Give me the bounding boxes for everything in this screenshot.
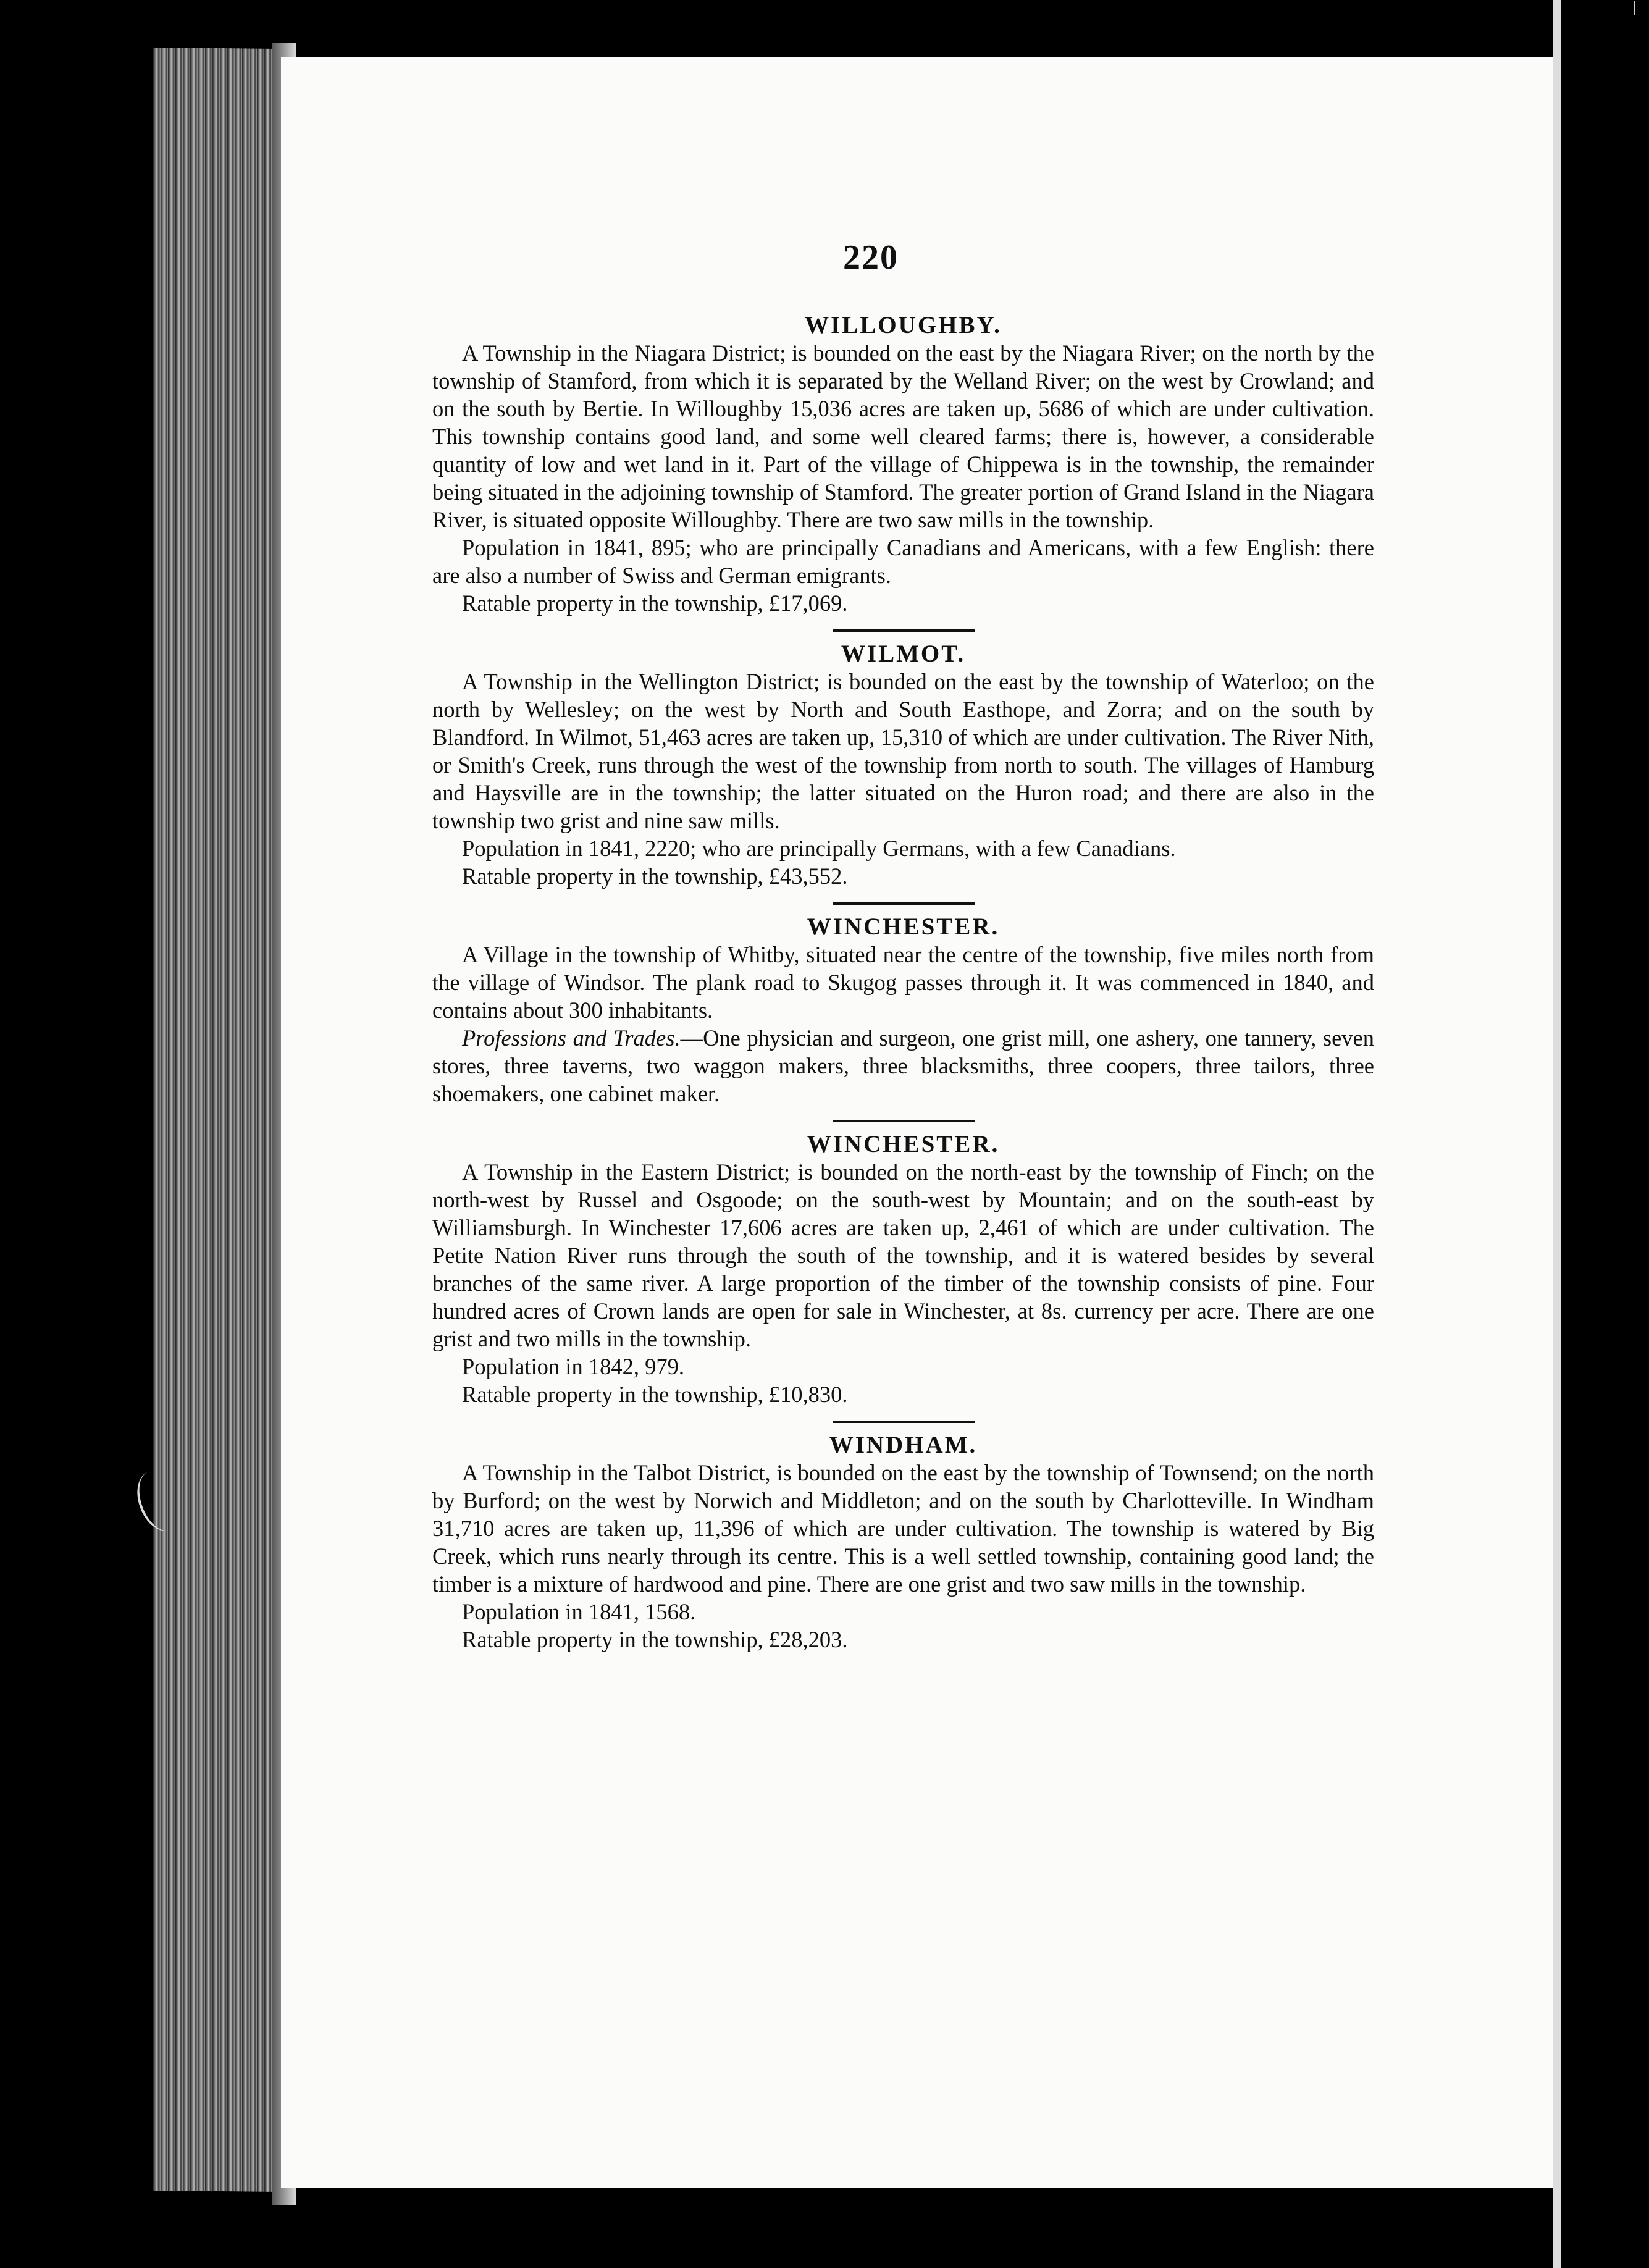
section-divider (833, 1120, 975, 1122)
book-page-edges (153, 48, 283, 2192)
entry-ratable-property: Ratable property in the township, £17,069. (462, 590, 848, 616)
entry-population: Population in 1841, 2220; who are principally Germans, with a few Canadians. (462, 836, 1176, 861)
entry-wilmot (432, 640, 1374, 890)
entry-title: WINDHAM. (829, 1432, 978, 1458)
entry-winchester-village (432, 914, 1374, 1107)
page-number: 220 (843, 238, 899, 277)
entry-title: WINCHESTER. (807, 1131, 1000, 1157)
entry-paragraph: A Village in the township of Whitby, situated near the centre of the township, five miles north from the village of Windsor. The plank road to Skugog passes through it. It was commenced in 1840, and contains about 300 inhabitants. (432, 942, 1374, 1023)
scan-border (1561, 0, 1649, 2268)
entry-population: Population in 1841, 1568. (462, 1599, 696, 1624)
entry-ratable-property: Ratable property in the township, £43,552. (462, 863, 848, 889)
entry-willoughby (432, 312, 1374, 617)
section-divider (833, 1421, 975, 1423)
trades-list: —One physician and surgeon, one grist mill, one ashery, one tannery, seven stores, three taverns, two waggon makers, three blacksmiths, three coopers, three tailors, three shoemakers, one cabinet maker. (432, 1025, 1374, 1106)
entry-windham (432, 1432, 1374, 1653)
entry-population: Population in 1841, 895; who are principally Canadians and Americans, with a few English: there are also a number of Swiss and German emigrants. (432, 535, 1374, 588)
entry-winchester-township (432, 1131, 1374, 1408)
entry-title: WINCHESTER. (807, 914, 1000, 940)
entry-trades (432, 1024, 1374, 1107)
entry-title: WILMOT. (841, 640, 966, 667)
entry-population: Population in 1842, 979. (462, 1354, 684, 1379)
entry-paragraph: A Township in the Talbot District, is bounded on the east by the township of Townsend; on the north by Burford; on the west by Norwich and Middleton; and on the south by Charlotteville. In Windham 31,710 acres are taken up, 11,396 of which are under cultivation. The township is watered by Big Creek, which runs nearly through its centre. This is a well settled township, containing good land; the timber is a mixture of hardwood and pine. There are one grist and two saw mills in the township. (432, 1460, 1374, 1597)
section-divider (833, 902, 975, 905)
entry-ratable-property: Ratable property in the township, £10,830. (462, 1382, 848, 1407)
entry-ratable-property: Ratable property in the township, £28,203. (462, 1627, 848, 1652)
entry-paragraph: A Township in the Niagara District; is bounded on the east by the Niagara River; on the north by the township of Stamford, from which it is separated by the Welland River; on the west by Crowland; and on the south by Bertie. In Willoughby 15,036 acres are taken up, 5686 of which are under cultivation. This township contains good land, and some well cleared farms; there is, however, a considerable quantity of low and wet land in it. Part of the village of Chippewa is in the township, the remainder being situated in the adjoining township of Stamford. The greater portion of Grand Island in the Niagara River, is situated opposite Willoughby. There are two saw mills in the township. (432, 340, 1374, 532)
entry-paragraph: A Township in the Eastern District; is bounded on the north-east by the township of Finch; on the north-west by Russel and Osgoode; on the south-west by Mountain; and on the south-east by Williamsburgh. In Winchester 17,606 acres are taken up, 2,461 of which are under cultivation. The Petite Nation River runs through the south of the township, and it is watered besides by several branches of the same river. A large proportion of the timber of the township consists of pine. Four hundred acres of Crown lands are open for sale in Winchester, at 8s. currency per acre. There are one grist and two mills in the township. (432, 1159, 1374, 1351)
scan-mark (1634, 1, 1635, 15)
entry-paragraph: A Township in the Wellington District; is bounded on the east by the township of Waterloo; on the north by Wellesley; on the west by North and South Easthope, and Zorra; and on the south by Blandford. In Wilmot, 51,463 acres are taken up, 15,310 of which are under cultivation. The River Nith, or Smith's Creek, runs through the west of the township from north to south. The villages of Hamburg and Haysville are in the township; the latter situated on the Huron road; and there are also in the township two grist and nine saw mills. (432, 669, 1374, 833)
facing-page-edge (1553, 0, 1561, 2268)
trades-heading: Professions and Trades. (462, 1025, 681, 1051)
page-content (432, 312, 1374, 1653)
section-divider (833, 629, 975, 632)
entry-title: WILLOUGHBY. (805, 312, 1002, 338)
